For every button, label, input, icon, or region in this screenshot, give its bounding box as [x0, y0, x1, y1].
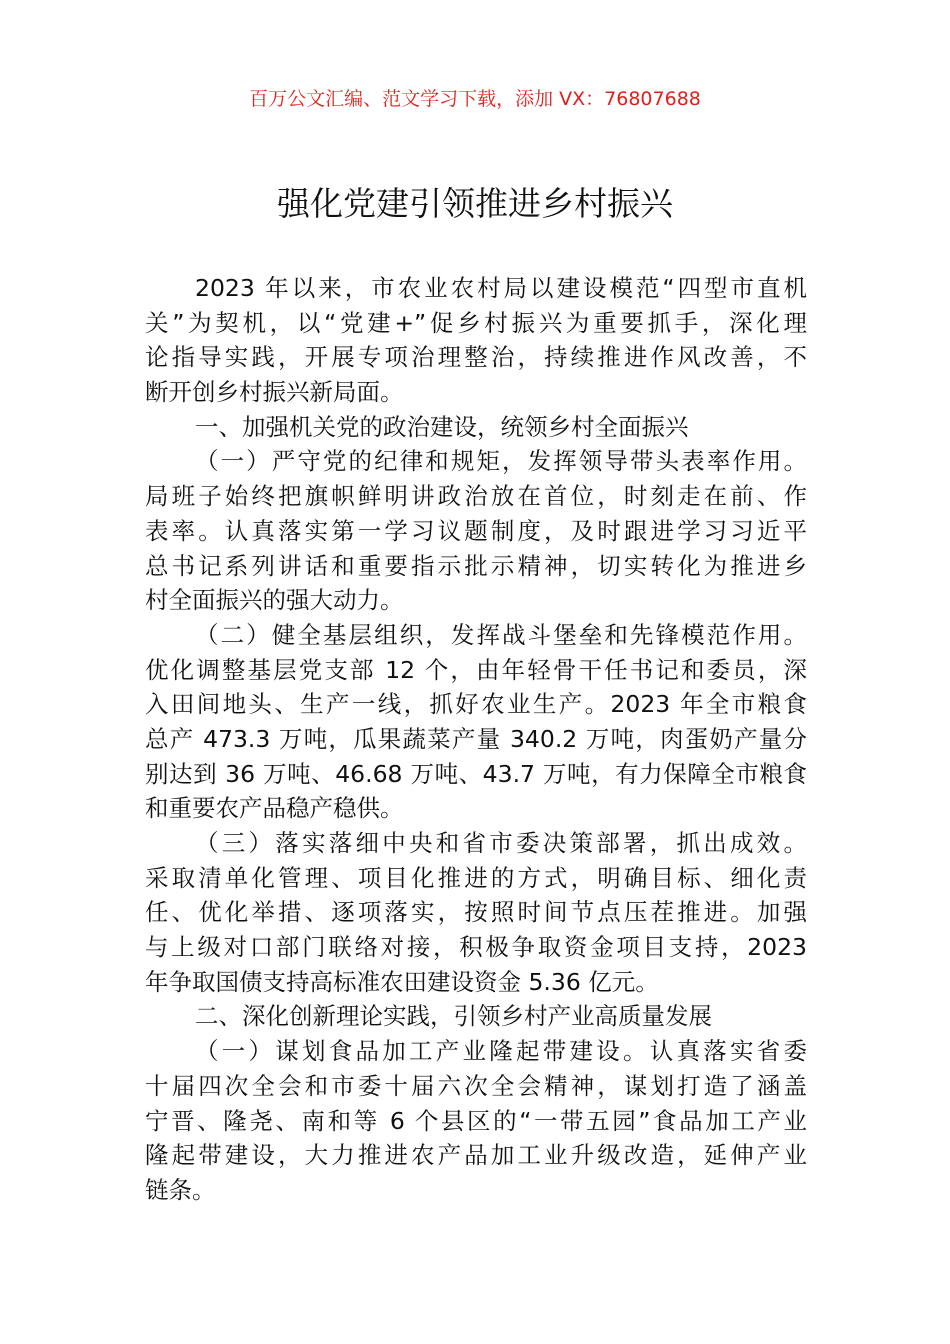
document-body — [145, 271, 807, 1208]
text-line: 论指导实践，开展专项治理整治，持续推进作风改善，不 — [145, 343, 807, 372]
text-line: （二）健全基层组织，发挥战斗堡垒和先锋模范作用。 — [195, 620, 807, 649]
text-line: 宁晋、隆尧、南和等 6 个县区的“一带五园”食品加工产业 — [145, 1106, 807, 1135]
download-banner: 百万公文汇编、范文学习下载，添加 VX：76807688 — [249, 88, 701, 110]
text-line: 关”为契机，以“党建+”促乡村振兴为重要抓手，深化理 — [145, 308, 807, 337]
text-line: 十届四次全会和市委十届六次全会精神，谋划打造了涵盖 — [145, 1071, 807, 1100]
paragraph — [145, 271, 807, 410]
text-line: 链条。 — [145, 1175, 216, 1204]
section-heading — [145, 410, 807, 445]
text-line: 入田间地头、生产一线，抓好农业生产。2023 年全市粮食 — [145, 690, 807, 719]
text-line: 采取清单化管理、项目化推进的方式，明确目标、细化责 — [145, 863, 807, 892]
section-heading — [145, 999, 807, 1034]
text-line: （一）严守党的纪律和规矩，发挥领导带头表率作用。 — [195, 447, 807, 476]
text-line: 与上级对口部门联络对接，积极争取资金项目支持，2023 — [145, 933, 807, 962]
text-line: （三）落实落细中央和省市委决策部署，抓出成效。 — [195, 829, 807, 857]
text-line: 二、深化创新理论实践，引领乡村产业高质量发展 — [195, 1002, 712, 1031]
paragraph — [145, 826, 807, 999]
paragraph — [145, 1034, 807, 1207]
text-line: 别达到 36 万吨、46.68 万吨、43.7 万吨，有力保障全市粮食 — [145, 759, 807, 788]
text-line: 村全面振兴的强大动力。 — [145, 586, 404, 615]
text-line: 和重要农产品稳产稳供。 — [145, 794, 404, 823]
text-line: 总书记系列讲话和重要指示批示精神，切实转化为推进乡 — [145, 551, 807, 580]
text-line: 局班子始终把旗帜鲜明讲政治放在首位，时刻走在前、作 — [145, 482, 807, 511]
text-line: 总产 473.3 万吨，瓜果蔬菜产量 340.2 万吨，肉蛋奶产量分 — [145, 724, 807, 753]
text-line: 表率。认真落实第一学习议题制度，及时跟进学习习近平 — [145, 516, 807, 545]
document-title: 强化党建引领推进乡村振兴 — [277, 184, 673, 223]
text-line: 一、加强机关党的政治建设，统领乡村全面振兴 — [195, 412, 689, 441]
paragraph — [145, 444, 807, 617]
text-line: 年争取国债支持高标准农田建设资金 5.36 亿元。 — [145, 967, 659, 996]
text-line: 2023 年以来，市农业农村局以建设模范“四型市直机 — [195, 274, 807, 302]
text-line: 任、优化举措、逐项落实，按照时间节点压茬推进。加强 — [145, 898, 807, 927]
paragraph — [145, 618, 807, 826]
text-line: 断开创乡村振兴新局面。 — [145, 378, 404, 407]
text-line: （一）谋划食品加工产业隆起带建设。认真落实省委 — [195, 1037, 807, 1066]
text-line: 隆起带建设，大力推进农产品加工业升级改造，延伸产业 — [145, 1141, 807, 1170]
text-line: 优化调整基层党支部 12 个，由年轻骨干任书记和委员，深 — [145, 655, 807, 684]
